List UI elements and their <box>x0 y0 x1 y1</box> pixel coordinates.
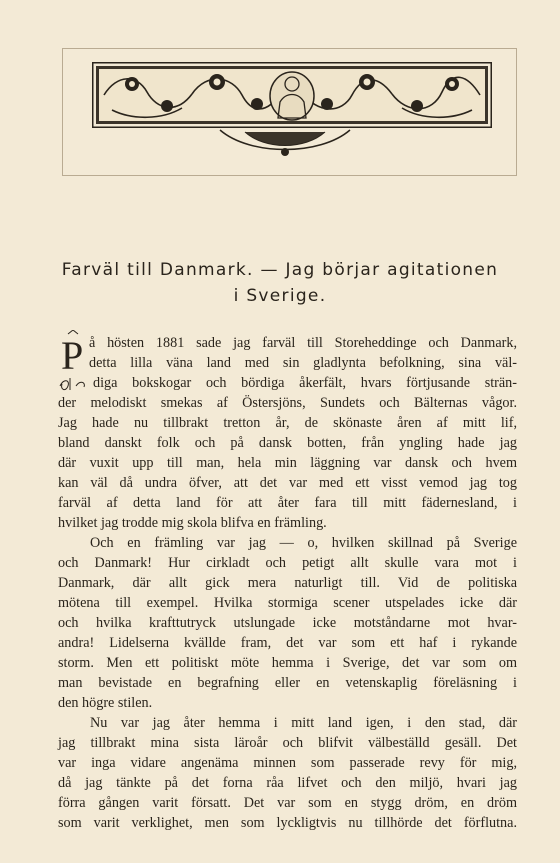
text-line: Och en främling var jag — o, hvilken skillnad på Sverige <box>90 535 517 551</box>
text-line: mötena till exempel. Hvilka stormiga scener utspelades icke där <box>58 595 517 611</box>
chapter-title-line-1: Farväl till Danmark. — Jag börjar agitationen <box>61 260 499 280</box>
text-line: farväl af detta land för att åter fara till mitt fädernesland, i <box>58 495 517 511</box>
text-line: Nu var jag åter hemma i mitt land igen, i den stad, där <box>90 715 517 731</box>
text-line: der melodiskt smekas af Östersjöns, Sundets och Bälternas vågor. <box>58 395 517 411</box>
text-line: förra gången varit försatt. Det var som en stygg dröm, en dröm <box>58 795 517 811</box>
text-line: var inga vidare angenäma minnen som passerade revy för mig, <box>58 755 517 771</box>
text-line: och Danmark! Hur cirkladt och petigt allt skulle vara mot i <box>58 555 517 571</box>
chapter-title-line-2: i Sverige. <box>233 286 327 306</box>
drop-cap-letter: P <box>61 333 84 378</box>
text-line: andra! Lidelserna kvällde fram, det var som ett haf i rykande <box>58 635 517 651</box>
text-line: den högre stilen. <box>58 695 153 711</box>
text-line: bland danskt folk och på dansk botten, från yngling hade jag <box>58 435 517 451</box>
text-line: hvilket jag trodde mig skola blifva en främling. <box>58 515 327 531</box>
text-line: då jag tänkte på det forna råa lifvet och den miljö, hvari jag <box>58 775 517 791</box>
text-line: som varit verklighet, men som lyckligtvis nu tillhörde det förflutna. <box>58 815 517 831</box>
drop-cap <box>58 330 88 392</box>
text-line: där vuxit upp till man, hela min läggning var dansk och hvem <box>58 455 517 471</box>
text-line: man bevistade en begrafning eller en vetenskaplig föreläsning i <box>58 675 517 691</box>
text-line: detta lilla väna land med sin gladlynta befolkning, sina väl- <box>89 355 517 371</box>
text-line: kan väl då undra öfver, att det var med ett visst vemod jag tog <box>58 475 517 491</box>
text-line: storm. Men ett politiskt möte hemma i Sverige, det var som om <box>58 655 517 671</box>
floral-ornament-band <box>92 62 492 128</box>
text-line: Jag hade nu tillbrakt tretton år, de skönaste åren af mitt lif, <box>58 415 517 431</box>
text-line: och hvilka krafttutryck utslungade icke motståndarne mot hvar- <box>58 615 517 631</box>
text-line: å hösten 1881 sade jag farväl till Storeheddinge och Danmark, <box>89 335 517 351</box>
text-line: diga bokskogar och bördiga åkerfält, hvars förtjusande strän- <box>93 375 517 391</box>
ornament-pendant <box>210 128 360 160</box>
text-line: Danmark, där allt gick mera naturligt till. Vid de politiska <box>58 575 517 591</box>
text-line: jag tillbrakt mina sista läroår och blifvit välbeställd gesäll. Det <box>58 735 517 751</box>
